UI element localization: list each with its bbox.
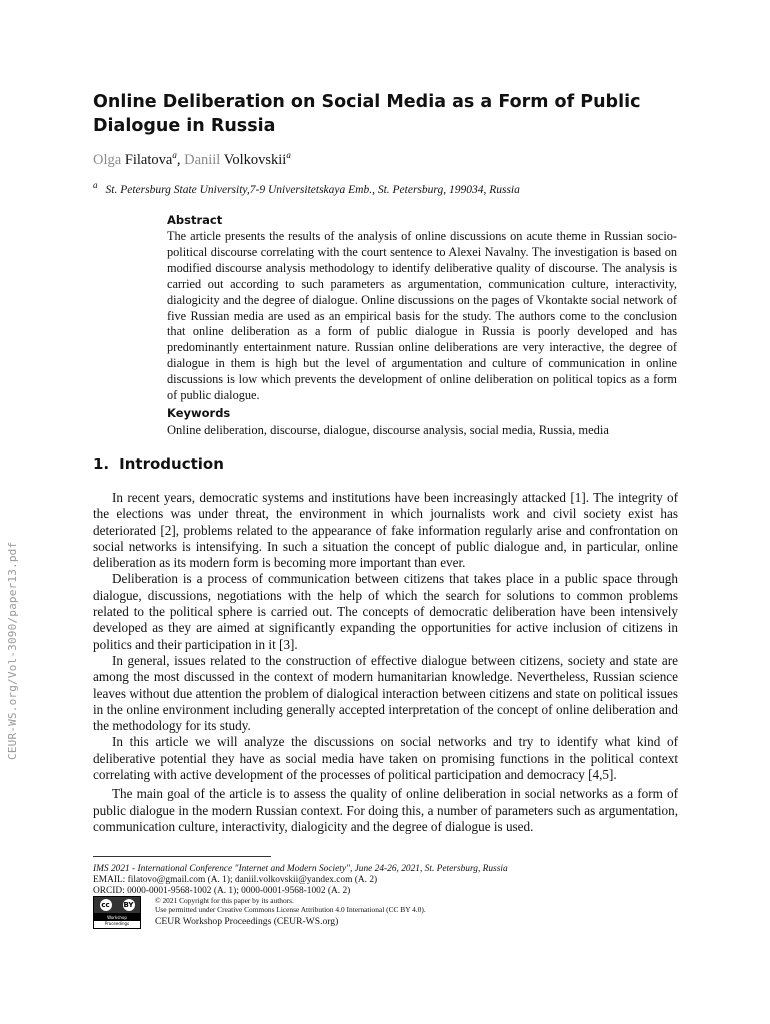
- license-text: [155, 896, 675, 914]
- paragraph-3: In general, issues related to the construction of effective dialogue between citizens, society and state are among the most discussed in the context of modern humanitarian knowledge. Nevertheless, Russian science leaves without due attention the problem of dialogical interaction between citizens and state on political issues in the online environment including generally accepted interpretation of the concept of online deliberation and the methodology for its study.: [93, 652, 678, 734]
- footnote-email: EMAIL: filatovo@gmail.com (A. 1); daniil.volkovskii@yandex.com (A. 2): [93, 875, 378, 886]
- affiliation-text: St. Petersburg State University,7-9 Universitetskaya Emb., St. Petersburg, 199034, Russia: [105, 184, 520, 196]
- ceur-badge-mid: Proceedings: [104, 921, 130, 926]
- section-title: Introduction: [119, 455, 224, 473]
- cc-by-license-icon: [93, 896, 141, 914]
- ceur-ws-logo-icon: [93, 914, 141, 929]
- side-url-stamp: CEUR-WS.org/Vol-3090/paper13.pdf: [6, 541, 19, 760]
- paragraph-4: In this article we will analyze the discussions on social networks and try to identify what kind of deliberative potential they have as social media have taken on promising functions in the political context correlating with active development of the processes of political participation and democracy [4,5].: [93, 734, 678, 783]
- footnote-divider: [93, 856, 271, 857]
- cc-icon: cc: [101, 901, 110, 909]
- ceur-badge-top: Workshop: [94, 915, 140, 921]
- paragraph-2: Deliberation is a process of communication between citizens that takes place in a public space through dialogue, discussions, negotiations with the help of which the search for solutions to common problems related to the political sphere is carried out. The concepts of democratic deliberation have been intensively developed as they are aimed at significantly expanding the opportunities for active inclusion of citizens in politics and their participation in it [3].: [93, 571, 678, 652]
- paper-title: Online Deliberation on Social Media as a Form of Public Dialogue in Russia: [93, 92, 641, 136]
- introduction-body: [93, 490, 678, 835]
- footnote-conference: IMS 2021 - International Conference "Internet and Modern Society", June 24-26, 2021, St. Petersburg, Russia: [93, 864, 508, 874]
- section-heading: [93, 455, 224, 473]
- abstract-text: The article presents the results of the analysis of online discussions on acute theme in Russian socio-political discourse correlating with the court sentence to Alexei Navalny. The investigation is based on modified discourse analysis methodology to identify deliberative quality of discourse. The analysis is carried out according to such parameters as argumentation, communication culture, interactivity, dialogicity and the degree of dialogue. Online discussions on the pages of Vkontakte social network of five Russian media are used as an empirical basis for the study. The authors come to the conclusion that online deliberation as a form of public dialogue in Russia is poorly developed and has predominantly entertainment nature. Russian online deliberations are very interactive, the degree of dialogue in them is high but the level of argumentation and culture of communication in online discussions is low which prevents the development of online deliberation on political topics as a form of public dialogue.: [167, 229, 677, 403]
- author-separator: ,: [176, 152, 185, 168]
- author-2: [184, 152, 291, 168]
- keywords-text: Online deliberation, discourse, dialogue, discourse analysis, social media, Russia, media: [167, 423, 609, 437]
- section-number: 1.: [93, 455, 110, 473]
- author-list: [93, 152, 291, 169]
- author-1-first-name: Olga: [93, 152, 122, 168]
- paragraph-1: In recent years, democratic systems and institutions have been increasingly attacked [1]. The integrity of the elections was under threat, the environment in which journalists work and civil society exist has deteriorated [2], problems related to the appearance of fake information regularly arise and confrontation on social networks is intensifying. In such a situation the concept of public dialogue and, in particular, online deliberation as its modern form is becoming more important than ever.: [93, 490, 678, 571]
- affiliation: [93, 180, 693, 197]
- ceur-proceedings-label: CEUR Workshop Proceedings (CEUR-WS.org): [155, 916, 339, 927]
- author-1-affil-mark: a: [172, 150, 177, 161]
- keywords-heading: Keywords: [167, 406, 231, 420]
- author-2-last-name: Volkovskii: [223, 152, 287, 168]
- footnotes: [93, 864, 683, 898]
- abstract-heading: Abstract: [167, 213, 223, 227]
- paragraph-5: The main goal of the article is to assess the quality of online deliberation in social networks as a form of public dialogue in the modern Russian context. For doing this, a number of parameters such as argumentation, communication culture, interactivity, dialogicity and the degree of dialogue is used.: [93, 786, 678, 834]
- footnote-orcid: ORCID: 0000-0001-9568-1002 (A. 1); 0000-0001-9568-1002 (A. 2): [93, 886, 351, 897]
- copyright-line: © 2021 Copyright for this paper by its authors.: [155, 896, 294, 905]
- license-block: [93, 896, 693, 928]
- author-2-first-name: Daniil: [184, 152, 221, 168]
- license-line: Use permitted under Creative Commons License Attribution 4.0 International (CC BY 4.0).: [155, 905, 426, 914]
- author-2-affil-mark: a: [286, 150, 291, 161]
- by-attribution-icon: BY: [123, 901, 134, 909]
- affiliation-mark: a: [93, 180, 98, 191]
- author-1-last-name: Filatova: [124, 152, 173, 168]
- author-1: [93, 152, 177, 168]
